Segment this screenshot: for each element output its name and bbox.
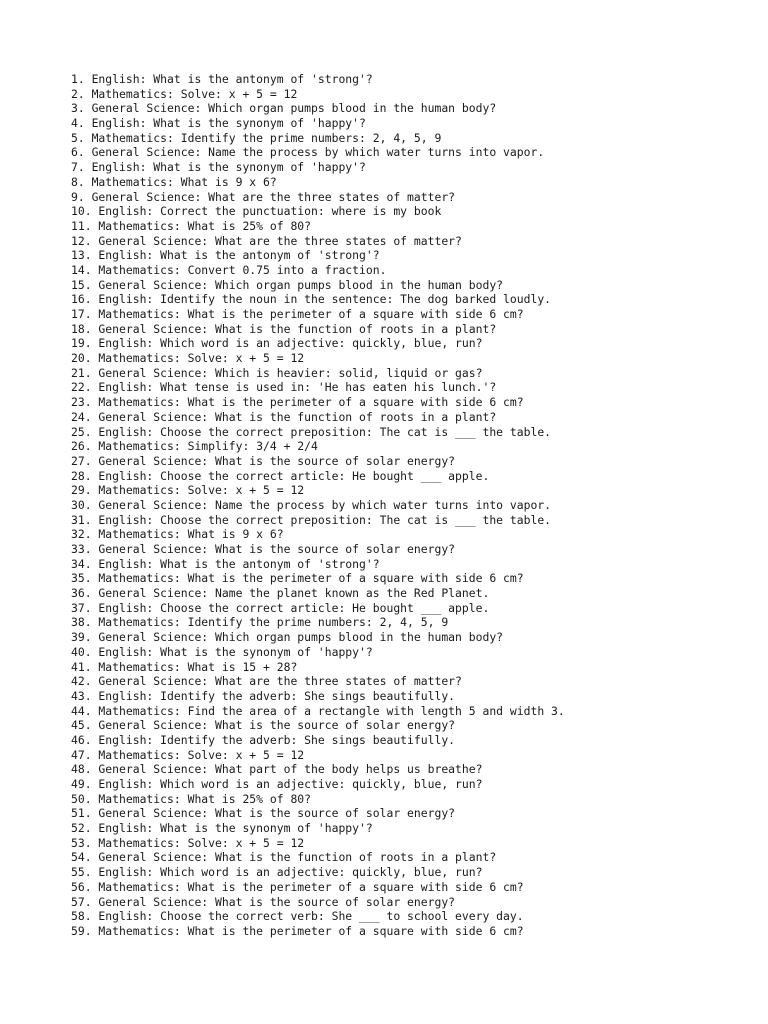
question-item: 22. English: What tense is used in: 'He has eaten his lunch.'? bbox=[71, 380, 497, 395]
question-item: 30. General Science: Name the process by which water turns into vapor. bbox=[71, 497, 552, 512]
question-item: 19. English: Which word is an adjective: quickly, blue, run? bbox=[71, 336, 483, 351]
question-item: 37. English: Choose the correct article: He bought ___ apple. bbox=[71, 600, 490, 615]
question-item: 14. Mathematics: Convert 0.75 into a fraction. bbox=[71, 262, 387, 277]
question-item: 58. English: Choose the correct verb: She ___ to school every day. bbox=[71, 909, 524, 924]
question-item: 51. General Science: What is the source of solar energy? bbox=[71, 806, 456, 821]
question-item: 17. Mathematics: What is the perimeter of a square with side 6 cm? bbox=[71, 307, 524, 321]
question-item: 7. English: What is the synonym of 'happy'? bbox=[71, 160, 366, 175]
question-item: 45. General Science: What is the source of solar energy? bbox=[71, 718, 456, 733]
question-item: 50. Mathematics: What is 25% of 80? bbox=[71, 791, 312, 806]
question-item: 24. General Science: What is the function of roots in a plant? bbox=[71, 409, 497, 424]
question-item: 33. General Science: What is the source of solar energy? bbox=[71, 542, 456, 556]
question-item: 2. Mathematics: Solve: x + 5 = 12 bbox=[71, 86, 298, 101]
question-item: 46. English: Identify the adverb: She sings beautifully. bbox=[71, 732, 456, 747]
question-item: 38. Mathematics: Identify the prime numbers: 2, 4, 5, 9 bbox=[71, 615, 449, 630]
question-item: 5. Mathematics: Identify the prime numbers: 2, 4, 5, 9 bbox=[71, 130, 442, 145]
question-item: 41. Mathematics: What is 15 + 28? bbox=[71, 659, 298, 674]
question-item: 35. Mathematics: What is the perimeter of a square with side 6 cm? bbox=[71, 571, 524, 586]
question-item: 56. Mathematics: What is the perimeter of a square with side 6 cm? bbox=[71, 879, 524, 894]
question-item: 12. General Science: What are the three states of matter? bbox=[71, 233, 462, 248]
question-item: 20. Mathematics: Solve: x + 5 = 12 bbox=[71, 351, 305, 366]
question-item: 23. Mathematics: What is the perimeter of a square with side 6 cm? bbox=[71, 395, 524, 410]
question-item: 1. English: What is the antonym of 'strong'? bbox=[71, 72, 373, 86]
question-item: 55. English: Which word is an adjective: quickly, blue, run? bbox=[71, 865, 483, 880]
question-item: 42. General Science: What are the three states of matter? bbox=[71, 674, 462, 689]
question-item: 21. General Science: Which is heavier: solid, liquid or gas? bbox=[71, 365, 483, 380]
question-item: 47. Mathematics: Solve: x + 5 = 12 bbox=[71, 747, 305, 762]
question-item: 43. English: Identify the adverb: She sings beautifully. bbox=[71, 688, 456, 703]
question-item: 53. Mathematics: Solve: x + 5 = 12 bbox=[71, 835, 305, 850]
question-item: 48. General Science: What part of the body helps us breathe? bbox=[71, 762, 483, 777]
question-item: 59. Mathematics: What is the perimeter of a square with side 6 cm? bbox=[71, 923, 524, 938]
question-item: 31. English: Choose the correct preposition: The cat is ___ the table. bbox=[71, 512, 552, 527]
question-item: 18. General Science: What is the function of roots in a plant? bbox=[71, 321, 497, 336]
question-item: 40. English: What is the synonym of 'happy'? bbox=[71, 644, 373, 659]
question-item: 16. English: Identify the noun in the sentence: The dog barked loudly. bbox=[71, 292, 552, 307]
question-item: 11. Mathematics: What is 25% of 80? bbox=[71, 218, 312, 233]
question-item: 3. General Science: Which organ pumps blood in the human body? bbox=[71, 101, 497, 116]
question-item: 54. General Science: What is the function of roots in a plant? bbox=[71, 850, 497, 865]
question-item: 27. General Science: What is the source of solar energy? bbox=[71, 453, 456, 468]
question-item: 6. General Science: Name the process by which water turns into vapor. bbox=[71, 145, 545, 160]
question-item: 8. Mathematics: What is 9 x 6? bbox=[71, 174, 277, 189]
question-item: 29. Mathematics: Solve: x + 5 = 12 bbox=[71, 483, 305, 498]
question-item: 57. General Science: What is the source of solar energy? bbox=[71, 894, 456, 909]
question-item: 52. English: What is the synonym of 'happy'? bbox=[71, 821, 373, 836]
question-item: 28. English: Choose the correct article: He bought ___ apple. bbox=[71, 468, 490, 483]
question-item: 32. Mathematics: What is 9 x 6? bbox=[71, 527, 284, 542]
question-item: 10. English: Correct the punctuation: where is my book bbox=[71, 204, 442, 219]
question-item: 15. General Science: Which organ pumps blood in the human body? bbox=[71, 277, 504, 292]
question-item: 4. English: What is the synonym of 'happy'? bbox=[71, 116, 366, 131]
question-list bbox=[71, 72, 565, 939]
question-item: 9. General Science: What are the three states of matter? bbox=[71, 189, 456, 204]
question-item: 13. English: What is the antonym of 'strong'? bbox=[71, 248, 380, 263]
question-item: 39. General Science: Which organ pumps blood in the human body? bbox=[71, 630, 504, 645]
question-item: 34. English: What is the antonym of 'strong'? bbox=[71, 556, 380, 571]
question-item: 36. General Science: Name the planet known as the Red Planet. bbox=[71, 586, 490, 601]
question-item: 25. English: Choose the correct preposition: The cat is ___ the table. bbox=[71, 424, 552, 439]
question-item: 44. Mathematics: Find the area of a rectangle with length 5 and width 3. bbox=[71, 703, 565, 718]
question-item: 49. English: Which word is an adjective: quickly, blue, run? bbox=[71, 777, 483, 791]
question-item: 26. Mathematics: Simplify: 3/4 + 2/4 bbox=[71, 439, 318, 454]
